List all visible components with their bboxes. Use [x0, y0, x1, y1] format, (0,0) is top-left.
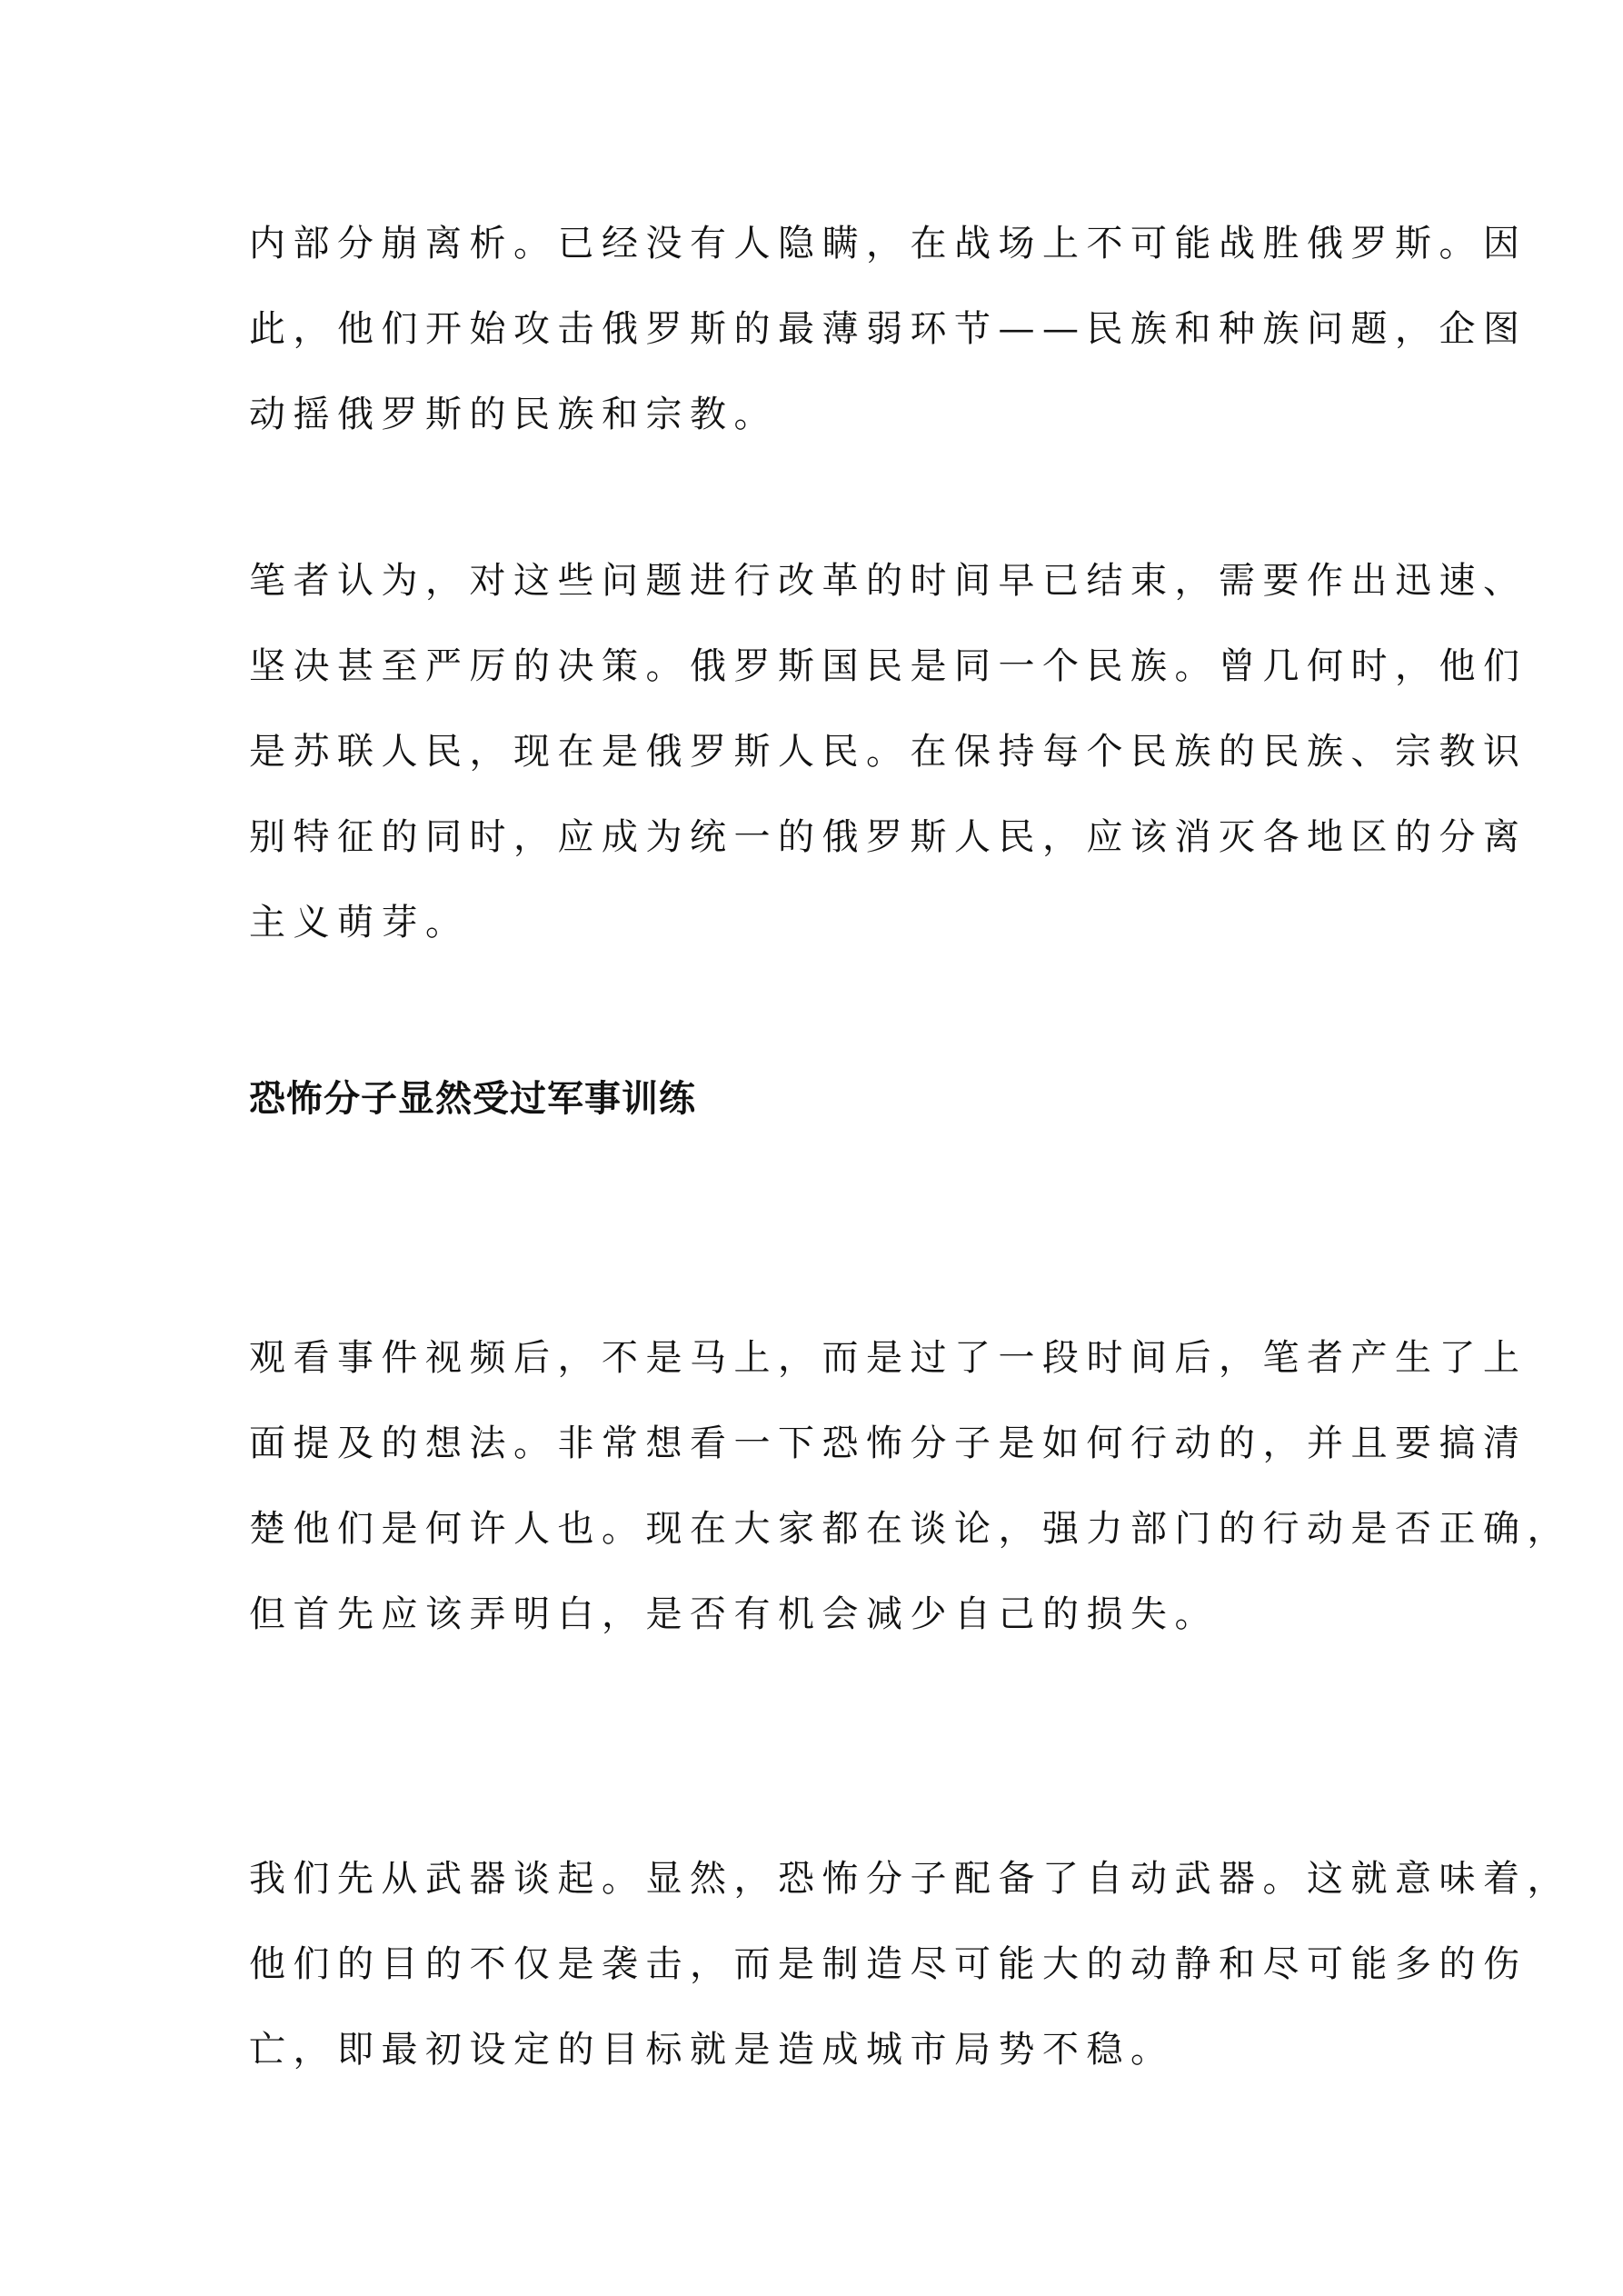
text-line: 亡，即最初设定的目标就是造成城市局势不稳。 [249, 2029, 1175, 2071]
text-line: 动摇俄罗斯的民族和宗教。 [249, 394, 778, 435]
text-line: 我们先从武器谈起。显然，恐怖分子配备了自动武器。这就意味着， [249, 1858, 1571, 1900]
text-line: 此，他们开始攻击俄罗斯的最薄弱环节——民族和种族问题，企图 [249, 308, 1528, 350]
text-line: 他们的目的不仅是袭击，而是制造尽可能大的动静和尽可能多的伤 [249, 1943, 1528, 1985]
text-line: 笔者认为，对这些问题进行改革的时间早已结束，需要作出迅速、 [249, 560, 1528, 602]
section-heading: 恐怖分子显然受过军事训练 [249, 1078, 696, 1120]
text-line: 坚决甚至严厉的决策。俄罗斯国民是同一个民族。曾几何时，他们 [249, 645, 1528, 687]
text-line: 但首先应该弄明白，是否有机会减少自己的损失。 [249, 1593, 1219, 1635]
paragraph-1 [249, 201, 1528, 457]
text-line: 内部分崩离析。已经没有人隐瞒，在战场上不可能战胜俄罗斯。因 [249, 223, 1528, 265]
text-line: 观看事件视频后，不是马上，而是过了一段时间后，笔者产生了上 [249, 1337, 1528, 1379]
text-line: 是苏联人民，现在是俄罗斯人民。在保持每个民族的民族、宗教识 [249, 731, 1528, 773]
paragraph-4 [249, 1836, 1571, 2092]
text-line: 别特征的同时，应成为统一的俄罗斯人民，应该消灭各地区的分离 [249, 816, 1528, 858]
text-line: 楚他们是何许人也。现在大家都在谈论，强力部门的行动是否正确， [249, 1508, 1571, 1550]
paragraph-2 [249, 538, 1528, 965]
text-line: 面提及的想法。非常想看一下恐怖分子是如何行动的，并且要搞清 [249, 1423, 1528, 1464]
text-line: 主义萌芽。 [249, 902, 470, 943]
paragraph-3 [249, 1315, 1571, 1657]
